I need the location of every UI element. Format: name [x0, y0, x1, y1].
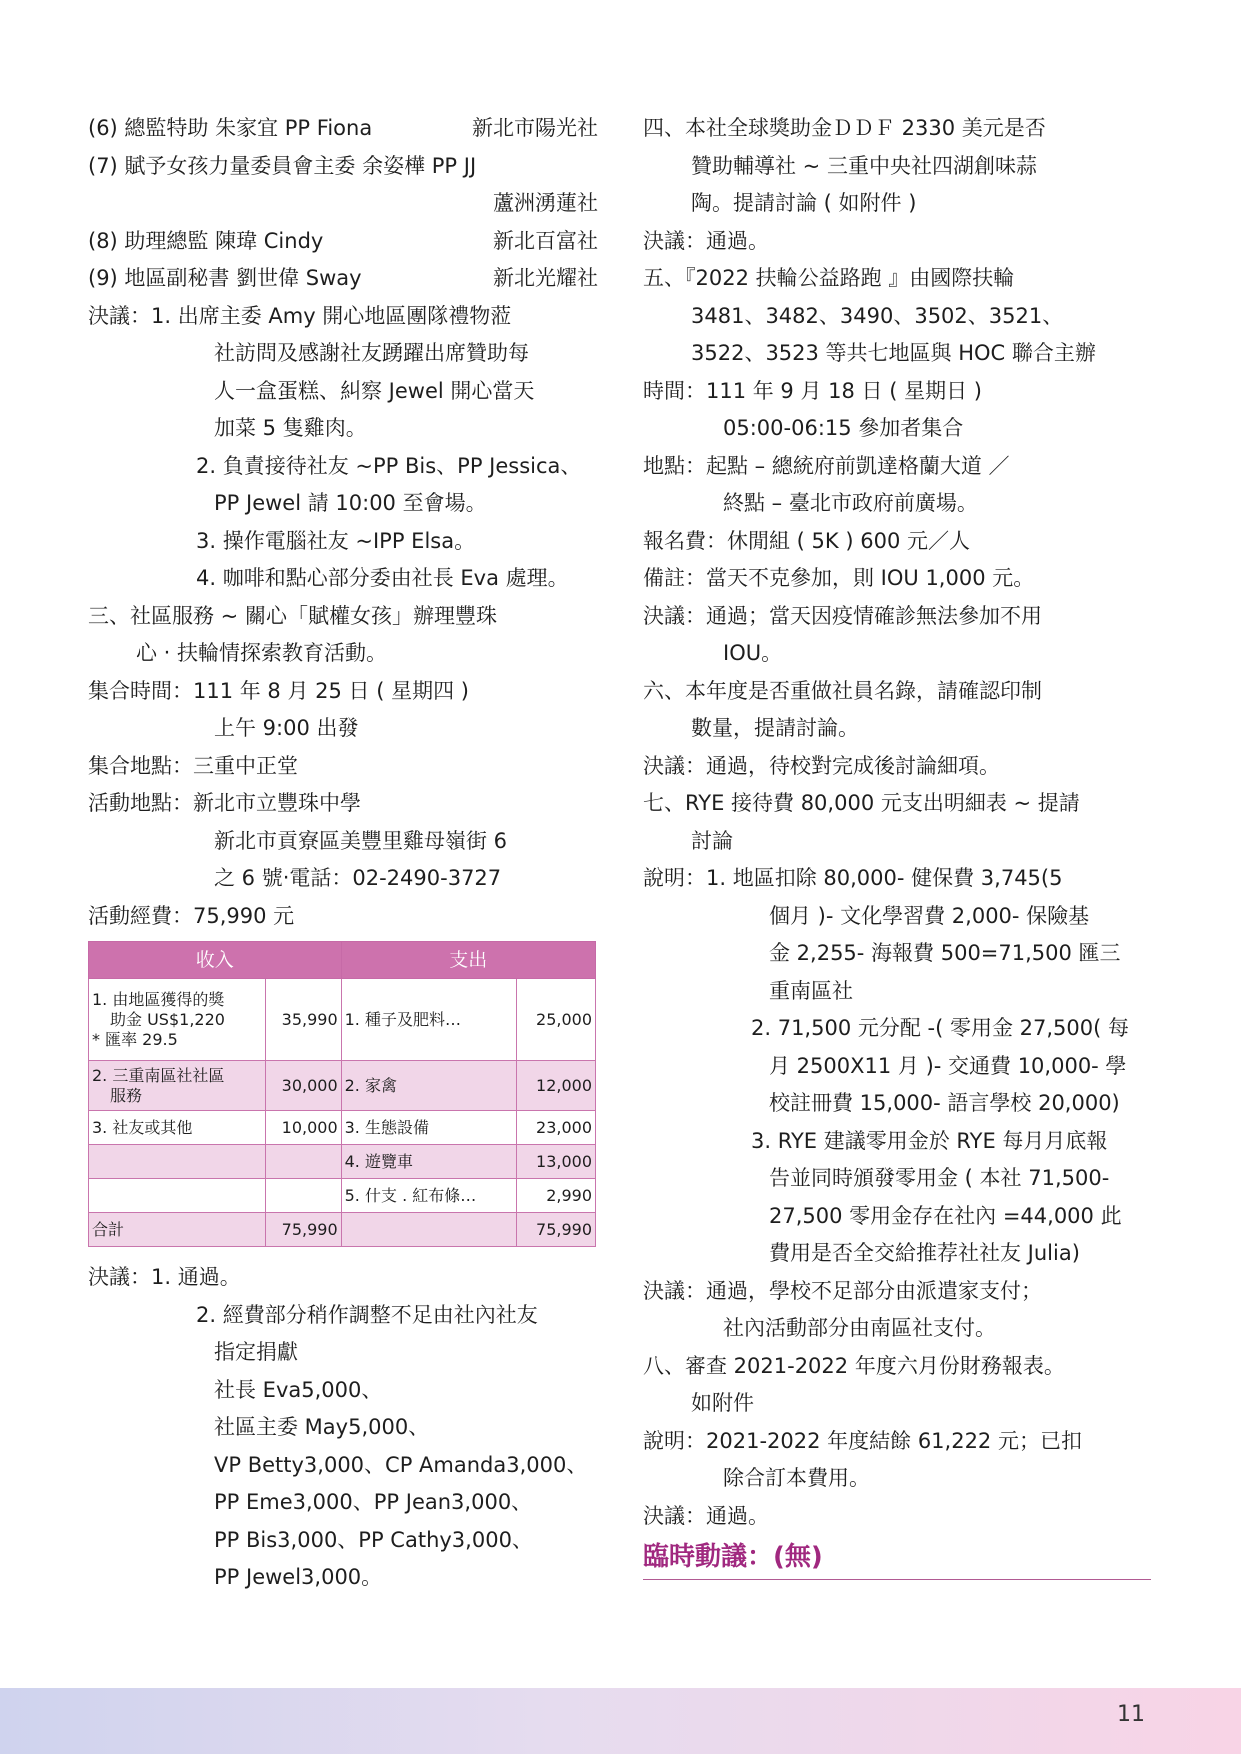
cell-line: 助金 US$1,220 — [110, 1009, 225, 1029]
expense-amount: 2,990 — [517, 1179, 596, 1213]
expense-amount: 23,000 — [517, 1111, 596, 1145]
income-item — [89, 1061, 266, 1111]
section-7-cont: 討論 — [691, 828, 733, 853]
section-5-title: 五、『2022 扶輪公益路跑 』由國際扶輪 — [643, 266, 1015, 290]
resolution-line: 決議：通過。 — [643, 228, 769, 253]
donor-line: 社區主委 May5,000、 — [214, 1415, 430, 1439]
section-4-title: 四、本社全球獎助金ＤＤＦ 2330 美元是否 — [643, 116, 1046, 140]
resolution-line: PP Jewel 請 10:00 至會場。 — [214, 491, 487, 515]
item-7-club — [88, 185, 598, 223]
expense-amount: 13,000 — [517, 1145, 596, 1179]
item-6 — [88, 110, 598, 148]
income-amount — [265, 1145, 341, 1179]
item-club: 新北市陽光社 — [472, 116, 598, 140]
section-6-title: 六、本年度是否重做社員名錄，請確認印制 — [643, 678, 1042, 703]
expense-amount: 25,000 — [517, 979, 596, 1061]
explanation-line: 27,500 零用金存在社內 =44,000 此 — [769, 1203, 1122, 1228]
donor-line: PP Eme3,000、PP Jean3,000、 — [214, 1490, 533, 1514]
income-item: 3. 社友或其他 — [89, 1111, 266, 1145]
resolution-line: 決議：通過，學校不足部分由派遣家支付； — [643, 1278, 1042, 1303]
item-8 — [88, 223, 598, 261]
expense-item: 1. 種子及肥料… — [341, 979, 516, 1061]
explanation-line: 月 2500X11 月 )- 交通費 10,000- 學 — [769, 1053, 1127, 1078]
gather-time-cont: 上午 9:00 出發 — [214, 716, 359, 740]
gather-time: 集合時間：111 年 8 月 25 日 ( 星期四 ) — [88, 678, 469, 703]
section-3-title-cont: 心 ‧ 扶輪情探索教育活動。 — [136, 641, 388, 665]
donor-line: 社長 Eva5,000、 — [214, 1377, 383, 1402]
table-row — [89, 1111, 596, 1145]
explanation-line: 校註冊費 15,000- 語言學校 20,000) — [769, 1091, 1120, 1115]
section-5-cont: 3481、3482、3490、3502、3521、 — [691, 303, 1064, 328]
resolution-line: 4. 咖啡和點心部分委由社長 Eva 處理。 — [196, 566, 569, 590]
cell-line: 2. 三重南區社社區 — [92, 1065, 225, 1085]
table-row — [89, 1179, 596, 1213]
event-time: 時間：111 年 9 月 18 日 ( 星期日 ) — [643, 378, 982, 403]
activity-phone: 之 6 號‧電話：02-2490-3727 — [214, 866, 502, 890]
cell-line: 1. 由地區獲得的獎 — [92, 989, 225, 1009]
item-7 — [88, 148, 598, 186]
resolution-line: IOU。 — [723, 641, 783, 665]
expense-item: 5. 什支 . 紅布條… — [341, 1179, 516, 1213]
cell-line: * 匯率 29.5 — [92, 1029, 178, 1049]
resolution-line: 加菜 5 隻雞肉。 — [214, 416, 367, 440]
expense-item: 3. 生態設備 — [341, 1111, 516, 1145]
item-text: (9) 地區副秘書 劉世偉 Sway — [88, 266, 362, 290]
section-7-title: 七、RYE 接待費 80,000 元支出明細表 ~ 提請 — [643, 791, 1080, 815]
table-total-row — [89, 1213, 596, 1247]
item-text: (7) 賦予女孩力量委員會主委 余姿樺 PP JJ — [88, 153, 477, 178]
donor-line: PP Bis3,000、PP Cathy3,000、 — [214, 1527, 533, 1552]
left-column — [88, 110, 598, 1597]
item-club: 新北百富社 — [493, 228, 598, 253]
resolution-line: 決議：通過。 — [643, 1503, 769, 1528]
remark: 備註：當天不克參加，則 IOU 1,000 元。 — [643, 566, 1035, 590]
resolution-line: 人一盒蛋糕、糾察 Jewel 開心當天 — [214, 378, 535, 403]
income-amount: 35,990 — [265, 979, 341, 1061]
resolution-line: 2. 負責接待社友 ~PP Bis、PP Jessica、 — [196, 453, 582, 478]
section-8-title: 八、審查 2021-2022 年度六月份財務報表。 — [643, 1353, 1065, 1378]
explanation-line: 說明：1. 地區扣除 80,000- 健保費 3,745(5 — [643, 866, 1063, 890]
expense-item: 4. 遊覽車 — [341, 1145, 516, 1179]
footer-band — [0, 1688, 1241, 1754]
expense-item — [341, 1213, 516, 1247]
explanation-line: 說明：2021-2022 年度結餘 61,222 元；已扣 — [643, 1428, 1082, 1453]
table-row — [89, 979, 596, 1061]
income-amount — [265, 1179, 341, 1213]
resolution-line: 決議：1. 出席主委 Amy 開心地區團隊禮物蒞 — [88, 303, 512, 328]
income-item — [89, 1179, 266, 1213]
activity-place: 活動地點：新北市立豐珠中學 — [88, 791, 361, 815]
activity-address: 新北市貢寮區美豐里雞母嶺街 6 — [214, 828, 508, 853]
item-text: (6) 總監特助 朱家宜 PP Fiona — [88, 116, 373, 140]
explanation-line: 金 2,255- 海報費 500=71,500 匯三 — [769, 941, 1121, 965]
expense-item: 2. 家禽 — [341, 1061, 516, 1111]
section-5-cont: 3522、3523 等共七地區與 HOC 聯合主辦 — [691, 341, 1096, 365]
resolution-line: 指定捐獻 — [214, 1340, 298, 1364]
event-time-cont: 05:00-06:15 參加者集合 — [723, 416, 964, 440]
explanation-line: 2. 71,500 元分配 -( 零用金 27,500( 每 — [751, 1016, 1130, 1040]
resolution-line: 社內活動部分由南區社支付。 — [723, 1316, 996, 1340]
registration-fee: 報名費：休閒組 ( 5K ) 600 元／人 — [643, 528, 970, 553]
event-place-cont: 終點 – 臺北市政府前廣場。 — [723, 491, 978, 515]
section-8-cont: 如附件 — [691, 1391, 754, 1415]
item-club: 蘆洲湧蓮社 — [493, 191, 598, 215]
page-number: 11 — [1117, 1702, 1145, 1727]
explanation-line: 重南區社 — [769, 978, 853, 1003]
item-club: 新北光耀社 — [493, 266, 598, 290]
explanation-line: 除合訂本費用。 — [723, 1466, 870, 1490]
income-amount: 10,000 — [265, 1111, 341, 1145]
event-place: 地點：起點 – 總統府前凱達格蘭大道 ／ — [643, 453, 1010, 478]
expense-header: 支出 — [341, 942, 595, 979]
total-expense: 75,990 — [517, 1213, 596, 1247]
resolution-line: 決議：通過，待校對完成後討論細項。 — [643, 753, 1000, 778]
explanation-line: 告並同時頒發零用金 ( 本社 71,500- — [769, 1166, 1110, 1190]
income-header: 收入 — [89, 942, 342, 979]
donor-line: VP Betty3,000、CP Amanda3,000、 — [214, 1452, 588, 1477]
right-column — [643, 110, 1153, 1580]
resolution-line: 2. 經費部分稍作調整不足由社內社友 — [196, 1302, 538, 1327]
resolution-line: 決議：通過；當天因疫情確診無法參加不用 — [643, 603, 1042, 628]
extempore-motion-heading: 臨時動議：(無) — [643, 1539, 1151, 1580]
income-item — [89, 1145, 266, 1179]
total-label: 合計 — [89, 1213, 266, 1247]
table-row — [89, 1061, 596, 1111]
table-header — [89, 942, 596, 979]
total-income: 75,990 — [265, 1213, 341, 1247]
section-3-title: 三、社區服務 ~ 關心「賦權女孩」辦理豐珠 — [88, 603, 497, 628]
activity-budget: 活動經費：75,990 元 — [88, 903, 295, 928]
cell-line: 服務 — [110, 1085, 143, 1105]
explanation-line: 個月 )- 文化學習費 2,000- 保險基 — [769, 903, 1090, 928]
income-item — [89, 979, 266, 1061]
item-text: (8) 助理總監 陳瑋 Cindy — [88, 228, 324, 253]
section-4-cont: 陶。提請討論 ( 如附件 ) — [691, 191, 917, 215]
explanation-line: 費用是否全交給推荐社社友 Julia) — [769, 1241, 1080, 1265]
item-9 — [88, 260, 598, 298]
income-amount: 30,000 — [265, 1061, 341, 1111]
table-row — [89, 1145, 596, 1179]
resolution-line: 社訪問及感謝社友踴躍出席贊助每 — [214, 341, 529, 365]
resolution-line: 決議：1. 通過。 — [88, 1265, 241, 1289]
explanation-line: 3. RYE 建議零用金於 RYE 每月月底報 — [751, 1128, 1108, 1153]
expense-amount: 12,000 — [517, 1061, 596, 1111]
resolution-line: 3. 操作電腦社友 ~IPP Elsa。 — [196, 528, 476, 553]
section-6-cont: 數量，提請討論。 — [691, 716, 859, 740]
gather-place: 集合地點：三重中正堂 — [88, 753, 298, 778]
donor-line: PP Jewel3,000。 — [214, 1565, 383, 1589]
section-4-cont: 贊助輔導社 ~ 三重中央社四湖創味蒜 — [691, 153, 1037, 178]
budget-table — [88, 941, 596, 1247]
